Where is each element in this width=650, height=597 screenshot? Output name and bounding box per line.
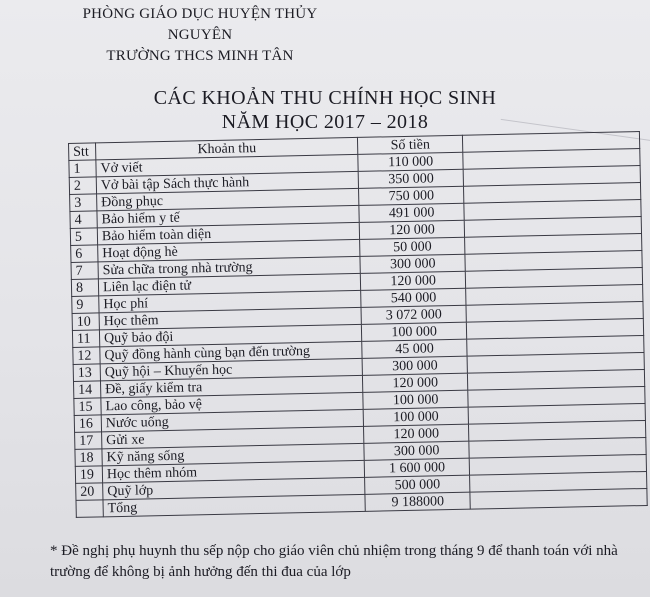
total-stt-cell	[76, 500, 103, 518]
row-amount: 50 000	[360, 237, 465, 256]
row-stt: 8	[71, 279, 98, 297]
issuer-header	[55, 4, 345, 67]
row-stt: 9	[72, 296, 99, 314]
row-amount: 3 072 000	[361, 305, 466, 324]
row-stt: 19	[75, 466, 102, 484]
row-stt: 13	[73, 364, 100, 382]
row-amount: 491 000	[359, 203, 464, 222]
row-amount: 500 000	[365, 475, 470, 494]
row-stt: 10	[72, 313, 99, 331]
row-amount: 540 000	[361, 288, 466, 307]
row-amount: 300 000	[364, 441, 469, 460]
row-item: Quỹ hội – Khuyến học	[100, 358, 363, 380]
row-stt: 5	[70, 228, 97, 246]
row-item: Đề, giấy kiểm tra	[100, 375, 363, 397]
row-item: Vở viết	[96, 154, 359, 176]
row-amount: 750 000	[359, 186, 464, 205]
row-amount: 350 000	[359, 169, 464, 188]
row-amount: 300 000	[360, 254, 465, 273]
row-item: Học phí	[99, 290, 362, 312]
row-item: Bảo hiểm toàn diện	[97, 222, 360, 244]
row-item: Quỹ lớp	[103, 477, 366, 499]
row-amount: 120 000	[360, 220, 465, 239]
row-stt: 3	[70, 194, 97, 212]
row-amount: 100 000	[362, 322, 467, 341]
row-item: Liên lạc điện tử	[98, 273, 361, 295]
total-blank-cell	[470, 488, 647, 509]
row-item: Bảo hiểm y tế	[97, 205, 360, 227]
row-stt: 4	[70, 211, 97, 229]
row-stt: 17	[75, 432, 102, 450]
row-amount: 120 000	[363, 373, 468, 392]
total-amount: 9 188000	[365, 492, 470, 511]
row-item: Nước uống	[101, 409, 364, 431]
row-stt: 7	[71, 262, 98, 280]
row-item: Sửa chữa trong nhà trường	[98, 256, 361, 278]
fee-table	[68, 131, 648, 518]
row-amount: 45 000	[362, 339, 467, 358]
row-stt: 1	[69, 160, 96, 178]
school-name: TRƯỜNG THCS MINH TÂN	[106, 48, 294, 64]
row-item: Kỹ năng sống	[102, 443, 365, 465]
row-item: Học thêm nhóm	[102, 460, 365, 482]
row-amount: 110 000	[358, 152, 463, 171]
table-body	[69, 149, 647, 501]
department-name: PHÒNG GIÁO DỤC HUYỆN THỦY NGUYÊN	[82, 6, 318, 43]
row-stt: 15	[74, 398, 101, 416]
row-stt: 16	[74, 415, 101, 433]
header-amount: Số tiền	[358, 135, 463, 154]
header-stt: Stt	[69, 143, 96, 161]
total-label: Tổng	[103, 494, 366, 516]
footnote: * Đề nghị phụ huynh thu sếp nộp cho giáo viên chủ nhiệm trong tháng 9 để thanh toán với nhà trường để không bị ảnh hưởng đến thi đua của lớp	[50, 543, 618, 580]
title-line-1: CÁC KHOẢN THU CHÍNH HỌC SINH	[153, 87, 497, 109]
row-amount: 300 000	[362, 356, 467, 375]
row-amount: 120 000	[364, 424, 469, 443]
header-item: Khoản thu	[95, 137, 358, 159]
row-amount: 100 000	[364, 407, 469, 426]
row-stt: 20	[76, 483, 103, 501]
row-stt: 6	[71, 245, 98, 263]
row-item: Vở bài tập Sách thực hành	[96, 171, 359, 193]
row-item: Đồng phục	[97, 188, 360, 210]
row-item: Quỹ đồng hành cùng bạn đến trường	[100, 341, 363, 363]
row-amount: 1 600 000	[365, 458, 470, 477]
row-item: Gửi xe	[102, 426, 365, 448]
row-amount: 120 000	[361, 271, 466, 290]
row-stt: 2	[69, 177, 96, 195]
row-item: Hoạt động hè	[98, 239, 361, 261]
row-stt: 18	[75, 449, 102, 467]
row-item: Học thêm	[99, 307, 362, 329]
row-stt: 14	[73, 381, 100, 399]
row-stt: 11	[72, 330, 99, 348]
row-amount: 100 000	[363, 390, 468, 409]
row-item: Quỹ bảo đội	[99, 324, 362, 346]
title-line-2: NĂM HỌC 2017 – 2018	[221, 111, 429, 133]
row-item: Lao công, bảo vệ	[101, 392, 364, 414]
document-title	[0, 86, 650, 134]
row-stt: 12	[73, 347, 100, 365]
